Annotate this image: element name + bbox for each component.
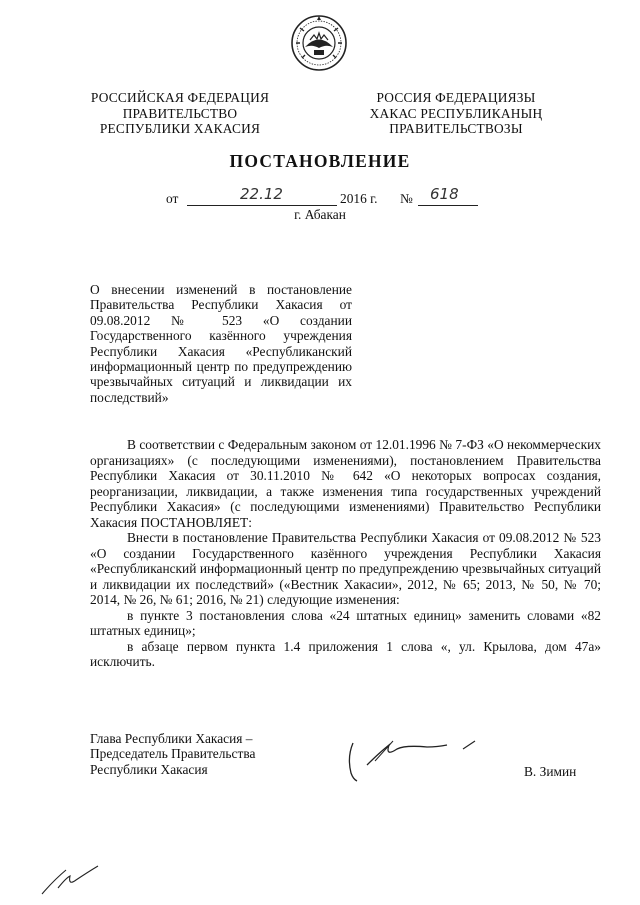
signatory-position — [90, 731, 255, 777]
city: г. Абакан — [294, 207, 346, 222]
header-right-line-1: РОССИЯ ФЕДЕРАЦИЯЗЫ — [376, 90, 536, 105]
date-line — [160, 185, 500, 209]
number-label: № — [400, 191, 413, 206]
header-right — [352, 90, 560, 137]
document-body — [90, 437, 601, 670]
header-left-line-2: ПРАВИТЕЛЬСТВО — [122, 105, 238, 121]
body-paragraph-1: В соответствии с Федеральным законом от 12.01.1996 № 7-ФЗ «О некоммерческих организациях» (с последующими изменениями), постановлением Правительства Республики Хакасия от 30.11.2010 № 642 «О некоторых вопросах создания, реорганизации, ликвидации, а также изменения типа государственных учреждений Республики Хакасия» (с последующими изменениями) Правительство Республики Хакасия ПОСТАНОВЛЯЕТ: — [90, 437, 601, 530]
handwritten-signature — [345, 735, 495, 783]
header-right-line-3: ПРАВИТЕЛЬСТВОЗЫ — [389, 121, 523, 136]
date-prefix: от — [166, 191, 179, 206]
number-underline — [418, 205, 478, 206]
signatory-position-line-1: Глава Республики Хакасия – — [90, 731, 253, 746]
document-subject: О внесении изменений в постановление Правительства Республики Хакасия от 09.08.2012 № 523 «О создании Государственного казённого учреждения Республики Хакасия «Республиканский информационный центр по предупреждению чрезвычайных ситуаций и ликвидации их последствий» — [90, 282, 352, 405]
body-paragraph-2: Внести в постановление Правительства Республики Хакасия от 09.08.2012 № 523 «О создании Государственного казённого учреждения Республики Хакасия «Республиканский информационный центр по предупреждению чрезвычайных ситуаций и ликвидации их последствий» («Вестник Хакасии», 2012, № 65; 2013, № 50, № 70; 2014, № 26, № 61; 2016, № 21) следующие изменения: — [90, 530, 601, 607]
handwritten-initials — [40, 858, 100, 898]
signatory-position-line-3: Республики Хакасия — [90, 761, 208, 777]
header-right-line-2: ХАКАС РЕСПУБЛИКАНЫҢ — [369, 105, 543, 121]
header-left-line-3: РЕСПУБЛИКИ ХАКАСИЯ — [99, 121, 261, 136]
body-paragraph-4: в абзаце первом пункта 1.4 приложения 1 слова «, ул. Крылова, дом 47а» исключить. — [90, 638, 601, 669]
body-paragraph-3: в пункте 3 постановления слова «24 штатных единиц» заменить словами «82 штатных единиц»; — [90, 607, 601, 638]
coat-of-arms-icon — [290, 14, 348, 72]
date-year: 2016 г. — [340, 191, 378, 206]
header-left — [80, 90, 280, 137]
document-title: ПОСТАНОВЛЕНИЕ — [229, 151, 411, 171]
signatory-position-line-2: Председатель Правительства — [90, 746, 256, 762]
date-underline — [187, 205, 337, 206]
header-left-line-1: РОССИЙСКАЯ ФЕДЕРАЦИЯ — [90, 90, 270, 105]
signatory-name: В. Зимин — [524, 764, 577, 779]
handwritten-date: 22.12 — [240, 185, 283, 203]
handwritten-number: 618 — [430, 185, 459, 203]
